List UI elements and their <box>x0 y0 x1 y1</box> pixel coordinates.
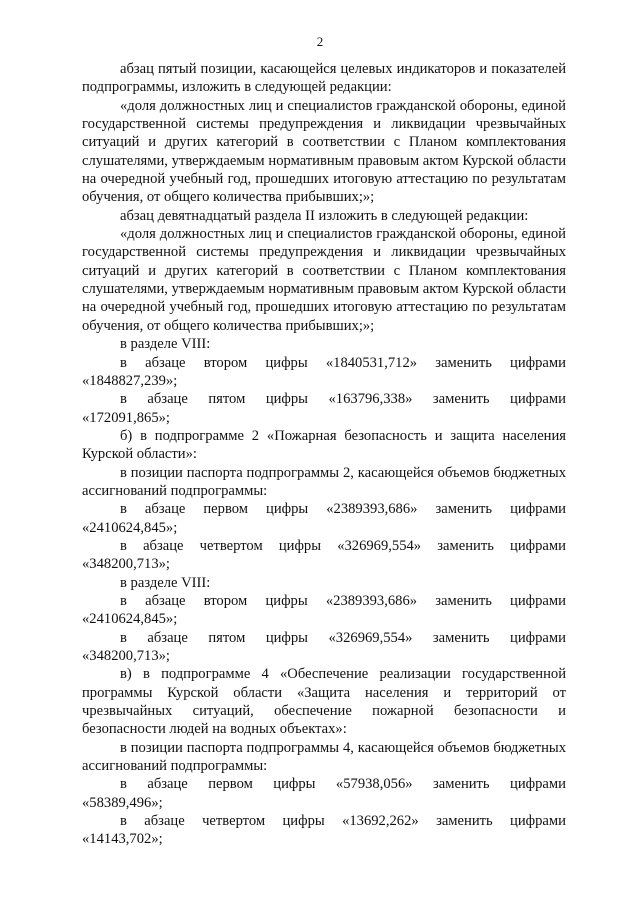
paragraph-replacement-line <box>82 812 566 830</box>
word: абзаце <box>145 354 186 371</box>
word: заменить <box>435 354 492 371</box>
word: первом <box>203 501 249 518</box>
paragraph: «доля должностных лиц и специалистов гражданской обороны, единой государственной системы предупреждения и ликвидации чрезвычайных ситуаций и других категорий в соответствии с Планом комплектования слушателями, утверждаемым нормативным правовым актом Курской области на очередной учебный год, прошедших итоговую аттестацию по результатам обучения, от общего количества прибывших;»; <box>82 97 566 206</box>
word: «326969,554» <box>328 629 413 646</box>
paragraph: «1848827,239»; <box>82 372 178 389</box>
word: цифры <box>265 354 308 371</box>
paragraph: «2410624,845»; <box>82 519 178 536</box>
word: «1840531,712» <box>325 354 418 371</box>
paragraph: «348200,713»; <box>82 556 170 573</box>
word: абзаце <box>143 537 184 554</box>
paragraph: б) в подпрограмме 2 «Пожарная безопасность и защита населения Курской области»: <box>82 427 566 463</box>
paragraph: «172091,865»; <box>82 409 170 426</box>
word: цифры <box>266 501 309 518</box>
word: абзаце <box>147 629 188 646</box>
word: абзаце <box>144 813 185 830</box>
word: абзаце <box>145 592 186 609</box>
word: цифрами <box>510 813 566 830</box>
word: в <box>120 537 127 554</box>
word: цифры <box>265 592 308 609</box>
word: цифры <box>265 391 308 408</box>
word: в <box>120 629 127 646</box>
word: цифрами <box>510 391 566 408</box>
paragraph-replacement-line <box>82 775 566 793</box>
paragraph: «доля должностных лиц и специалистов гражданской обороны, единой государственной системы предупреждения и ликвидации чрезвычайных ситуаций и других категорий в соответствии с Планом комплектования слушателями, утверждаемым нормативным правовым актом Курской области на очередной учебный год, прошедших итоговую аттестацию по результатам обучения, от общего количества прибывших;»; <box>82 226 566 334</box>
paragraph-replacement-line <box>82 537 566 555</box>
word: цифрами <box>510 592 566 609</box>
paragraph-replacement-line <box>82 390 566 408</box>
word: «2389393,686» <box>325 592 418 609</box>
paragraph-replacement-line <box>82 500 566 518</box>
word: в <box>120 776 127 793</box>
word: цифры <box>282 813 325 830</box>
paragraph: «14143,702»; <box>82 831 163 848</box>
word: заменить <box>435 501 493 518</box>
word: «57938,056» <box>335 776 413 793</box>
word: цифрами <box>510 537 566 554</box>
word: в <box>120 391 127 408</box>
word: втором <box>203 354 248 371</box>
paragraph: в позиции паспорта подпрограммы 2, касающейся объемов бюджетных ассигнований подпрограммы: <box>82 464 566 499</box>
word: абзаце <box>147 776 188 793</box>
word: цифрами <box>510 629 566 646</box>
word: в <box>120 354 127 371</box>
word: первом <box>208 776 253 793</box>
word: заменить <box>432 629 490 646</box>
paragraph: абзац девятнадцатый раздела II изложить в следующей редакции: <box>120 207 529 224</box>
paragraph: «348200,713»; <box>82 648 170 664</box>
word: абзаце <box>144 501 186 518</box>
paragraph-replacement-line <box>82 592 566 610</box>
word: четвертом <box>199 537 263 554</box>
page-number: 2 <box>316 34 324 49</box>
word: заменить <box>435 592 492 609</box>
paragraph: «58389,496»; <box>82 794 163 811</box>
paragraph-replacement-line <box>82 354 566 372</box>
paragraph: абзац пятый позиции, касающейся целевых индикаторов и показателей подпрограммы, изложить в следующей редакции: <box>82 61 566 96</box>
word: в <box>120 501 127 518</box>
word: абзаце <box>147 391 188 408</box>
word: цифрами <box>510 501 566 518</box>
word: цифры <box>278 537 322 554</box>
word: в <box>120 813 127 830</box>
word: заменить <box>432 391 490 408</box>
paragraph: в разделе VIII: <box>120 336 211 353</box>
word: пятом <box>208 629 246 646</box>
word: «163796,338» <box>328 391 413 408</box>
document-body <box>82 60 566 849</box>
paragraph-replacement-line <box>82 629 566 647</box>
word: в <box>120 592 127 609</box>
paragraph: в) в подпрограмме 4 «Обеспечение реализации государственной программы Курской области «Защита населения и территорий от чрезвычайных ситуаций, обеспечение пожарной безопасности и безопасности людей на водных объектах»: <box>82 666 566 738</box>
word: «326969,554» <box>337 537 422 554</box>
word: цифры <box>265 629 308 646</box>
paragraph: в позиции паспорта подпрограммы 4, касающейся объемов бюджетных ассигнований подпрограммы: <box>82 739 566 775</box>
word: цифрами <box>510 354 566 371</box>
word: четвертом <box>202 813 266 830</box>
word: цифрами <box>510 776 566 793</box>
paragraph: в разделе VIII: <box>120 574 211 591</box>
word: заменить <box>437 537 494 554</box>
word: пятом <box>208 391 246 408</box>
word: «13692,262» <box>342 813 419 830</box>
word: втором <box>203 592 248 609</box>
word: «2389393,686» <box>326 501 418 518</box>
word: заменить <box>436 813 493 830</box>
paragraph: «2410624,845»; <box>82 611 178 628</box>
word: заменить <box>432 776 490 793</box>
word: цифры <box>273 776 316 793</box>
